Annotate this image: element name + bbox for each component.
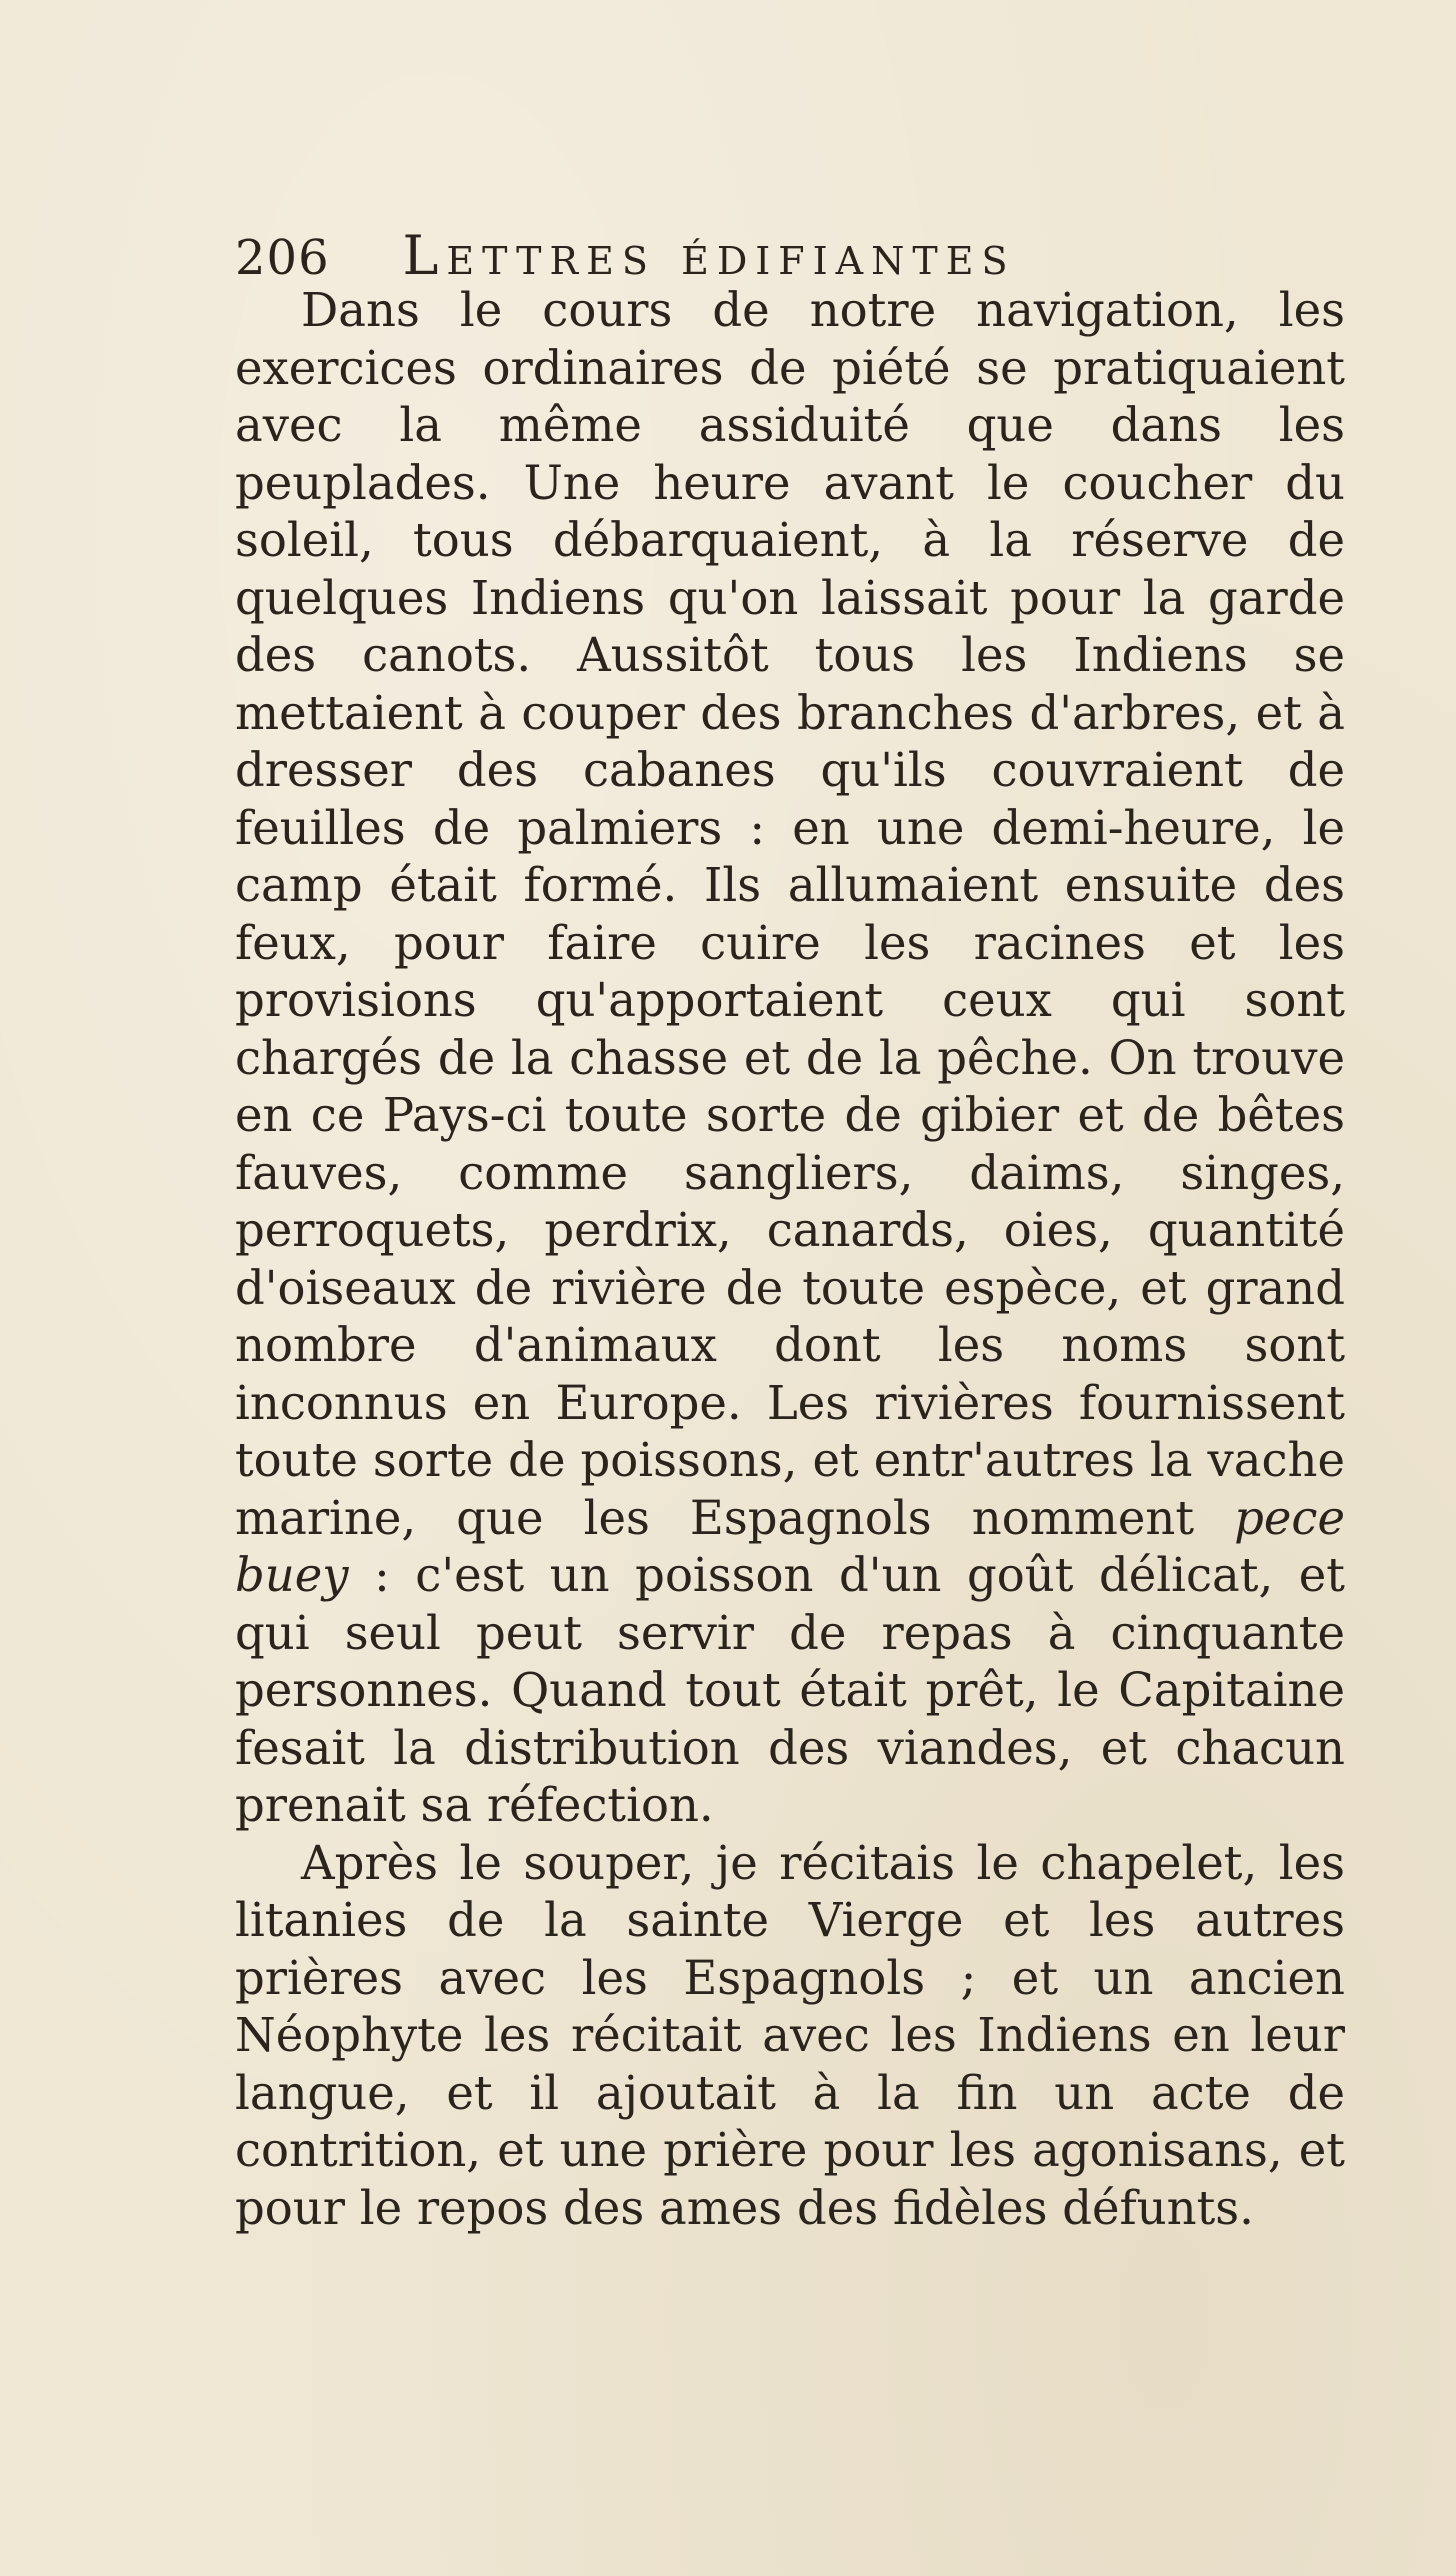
running-title: Lettres édifiantes <box>402 224 1016 287</box>
body-text <box>235 282 1345 2237</box>
paragraph-1-text: Dans le cours de notre navigation, les exercices ordinaires de piété se pratiquaient avec la même assiduité que dans les peuplades. Une heure avant le coucher du soleil, tous débarquaient, à la réserve de quelques Indiens qu'on laissait pour la garde des canots. Aussitôt tous les Indiens se mettaient à couper des branches d'arbres, et à dresser des cabanes qu'ils couvraient de feuilles de palmiers : en une demi-heure, le camp était formé. Ils allumaient ensuite des feux, pour faire cuire les racines et les provisions qu'apportaient ceux qui sont chargés de la chasse et de la pêche. On trouve en ce Pays-ci toute sorte de gibier et de bêtes fauves, comme sangliers, daims, singes, perroquets, perdrix, canards, oies, quantité d'oiseaux de rivière de toute espèce, et grand nombre d'animaux dont les noms sont inconnus en Europe. Les rivières fournissent toute sorte de poissons, et entr'autres la vache marine, que les Espagnols nomment <box>235 283 1345 1545</box>
paragraph-1 <box>235 282 1345 1835</box>
paragraph-1-italic: pece buey <box>235 1490 1345 1602</box>
paragraph-2-text: Après le souper, je récitais le chapelet, les litanies de la sainte Vierge et les autres prières avec les Espagnols ; et un ancien Néophyte les récitait avec les Indiens en leur langue, et il ajoutait à la fin un acte de contrition, et une prière pour les agonisans, et pour le repos des ames des fidèles défunts. <box>235 1835 1345 2235</box>
paragraph-1-text-after: : c'est un poisson d'un goût délicat, et qui seul peut servir de repas à cinquante personnes. Quand tout était prêt, le Capitaine fesait la distribution des viandes, et chacun prenait sa réfection. <box>235 1548 1345 1832</box>
paragraph-2 <box>235 1835 1345 2238</box>
page-number: 206 <box>235 230 330 286</box>
